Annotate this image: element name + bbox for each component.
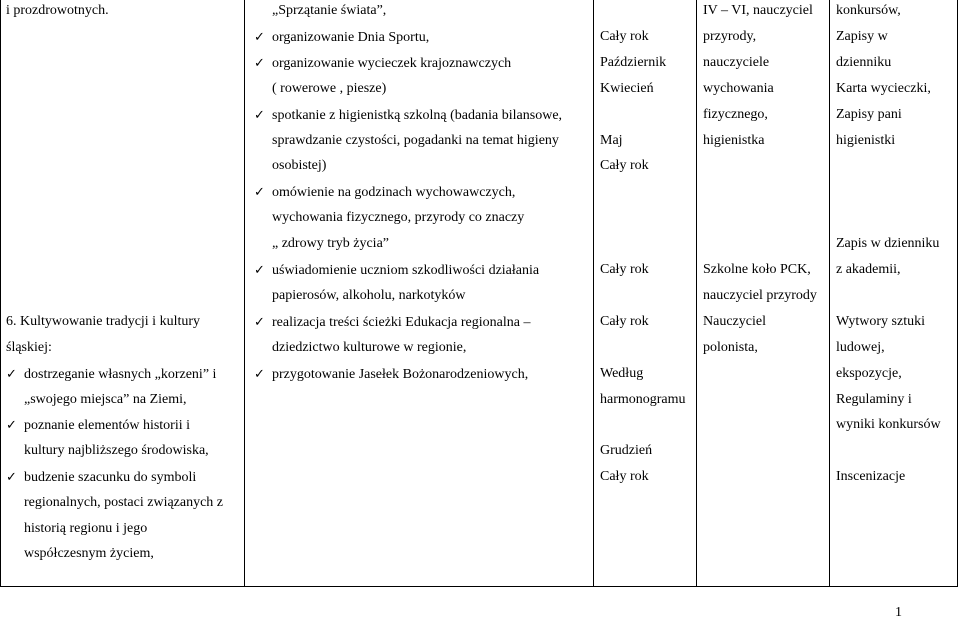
- responsible-cell: przyrody,: [703, 29, 757, 44]
- col2-line: „ zdrowy tryb życia”: [272, 236, 389, 251]
- documentation-cell: z akademii,: [836, 262, 901, 277]
- responsible-cell: wychowania: [703, 81, 774, 96]
- list-item: ✓ uświadomienie uczniom szkodliwości działania: [254, 262, 540, 278]
- date-cell: Cały rok: [600, 158, 649, 173]
- documentation-cell: Inscenizacje: [836, 469, 906, 484]
- col1-line: regionalnych, postaci związanych z: [24, 495, 224, 510]
- table-border-right: [957, 0, 958, 587]
- date-cell: Według: [600, 366, 644, 381]
- col2-line: „Sprzątanie świata”,: [272, 3, 387, 18]
- date-cell: Cały rok: [600, 469, 649, 484]
- table-border-bottom: [0, 586, 958, 587]
- col2-line: ( rowerowe , piesze): [272, 81, 387, 96]
- responsible-cell: nauczyciele: [703, 55, 770, 70]
- col1-line: historią regionu i jego: [24, 521, 148, 536]
- documentation-cell: Regulaminy i: [836, 392, 912, 407]
- checkmark-icon: ✓: [254, 107, 265, 122]
- date-cell: Kwiecień: [600, 81, 654, 96]
- col1-line: „swojego miejsca” na Ziemi,: [24, 392, 187, 407]
- checkmark-icon: ✓: [6, 417, 17, 432]
- list-item: ✓ dostrzeganie własnych „korzeni” i: [6, 366, 217, 382]
- documentation-cell: Wytwory sztuki: [836, 314, 925, 329]
- responsible-cell: Nauczyciel: [703, 314, 766, 329]
- responsible-cell: IV – VI, nauczyciel: [703, 3, 813, 18]
- documentation-cell: wyniki konkursów: [836, 417, 941, 432]
- list-item: ✓ przygotowanie Jasełek Bożonarodzeniowych,: [254, 366, 529, 382]
- list-item: ✓ omówienie na godzinach wychowawczych,: [254, 184, 516, 200]
- checkmark-icon: ✓: [254, 314, 265, 329]
- column-divider-3: [696, 0, 697, 587]
- list-item: ✓ spotkanie z higienistką szkolną (badania bilansowe,: [254, 107, 563, 123]
- column-divider-2: [593, 0, 594, 587]
- col2-line: dziedzictwo kulturowe w regionie,: [272, 340, 467, 355]
- date-cell: Cały rok: [600, 314, 649, 329]
- checkmark-icon: ✓: [254, 262, 265, 277]
- col1-line: 6. Kultywowanie tradycji i kultury: [6, 314, 201, 329]
- responsible-cell: nauczyciel przyrody: [703, 288, 817, 303]
- column-divider-1: [244, 0, 245, 587]
- date-cell: Maj: [600, 133, 623, 148]
- documentation-cell: Zapisy w: [836, 29, 888, 44]
- column-divider-4: [829, 0, 830, 587]
- list-item: ✓ budzenie szacunku do symboli: [6, 469, 197, 485]
- table-border-left: [0, 0, 1, 587]
- col2-line: sprawdzanie czystości, pogadanki na temat higieny: [272, 133, 559, 148]
- list-item: ✓ realizacja treści ścieżki Edukacja regionalna –: [254, 314, 531, 330]
- documentation-cell: Karta wycieczki,: [836, 81, 931, 96]
- checkmark-icon: ✓: [254, 366, 265, 381]
- date-cell: harmonogramu: [600, 392, 686, 407]
- responsible-cell: fizycznego,: [703, 107, 768, 122]
- date-cell: Cały rok: [600, 262, 649, 277]
- list-item: ✓ organizowanie Dnia Sportu,: [254, 29, 430, 45]
- col1-line: i prozdrowotnych.: [6, 3, 109, 18]
- documentation-cell: konkursów,: [836, 3, 901, 18]
- checkmark-icon: ✓: [254, 55, 265, 70]
- documentation-cell: higienistki: [836, 133, 896, 148]
- date-cell: Październik: [600, 55, 667, 70]
- col2-line: wychowania fizycznego, przyrody co znaczy: [272, 210, 525, 225]
- col2-line: papierosów, alkoholu, narkotyków: [272, 288, 466, 303]
- date-cell: Grudzień: [600, 443, 653, 458]
- page-number: 1: [895, 605, 902, 620]
- col1-line: śląskiej:: [6, 340, 52, 355]
- checkmark-icon: ✓: [6, 366, 17, 381]
- list-item: ✓ organizowanie wycieczek krajoznawczych: [254, 55, 512, 71]
- documentation-cell: dzienniku: [836, 55, 892, 70]
- col1-line: współczesnym życiem,: [24, 546, 154, 561]
- responsible-cell: polonista,: [703, 340, 758, 355]
- date-cell: Cały rok: [600, 29, 649, 44]
- documentation-cell: Zapis w dzienniku: [836, 236, 940, 251]
- responsible-cell: Szkolne koło PCK,: [703, 262, 811, 277]
- responsible-cell: higienistka: [703, 133, 765, 148]
- col1-line: kultury najbliższego środowiska,: [24, 443, 209, 458]
- documentation-cell: Zapisy pani: [836, 107, 902, 122]
- documentation-cell: ekspozycje,: [836, 366, 902, 381]
- list-item: ✓ poznanie elementów historii i: [6, 417, 191, 433]
- documentation-cell: ludowej,: [836, 340, 885, 355]
- checkmark-icon: ✓: [254, 29, 265, 44]
- checkmark-icon: ✓: [6, 469, 17, 484]
- col2-line: osobistej): [272, 158, 327, 173]
- checkmark-icon: ✓: [254, 184, 265, 199]
